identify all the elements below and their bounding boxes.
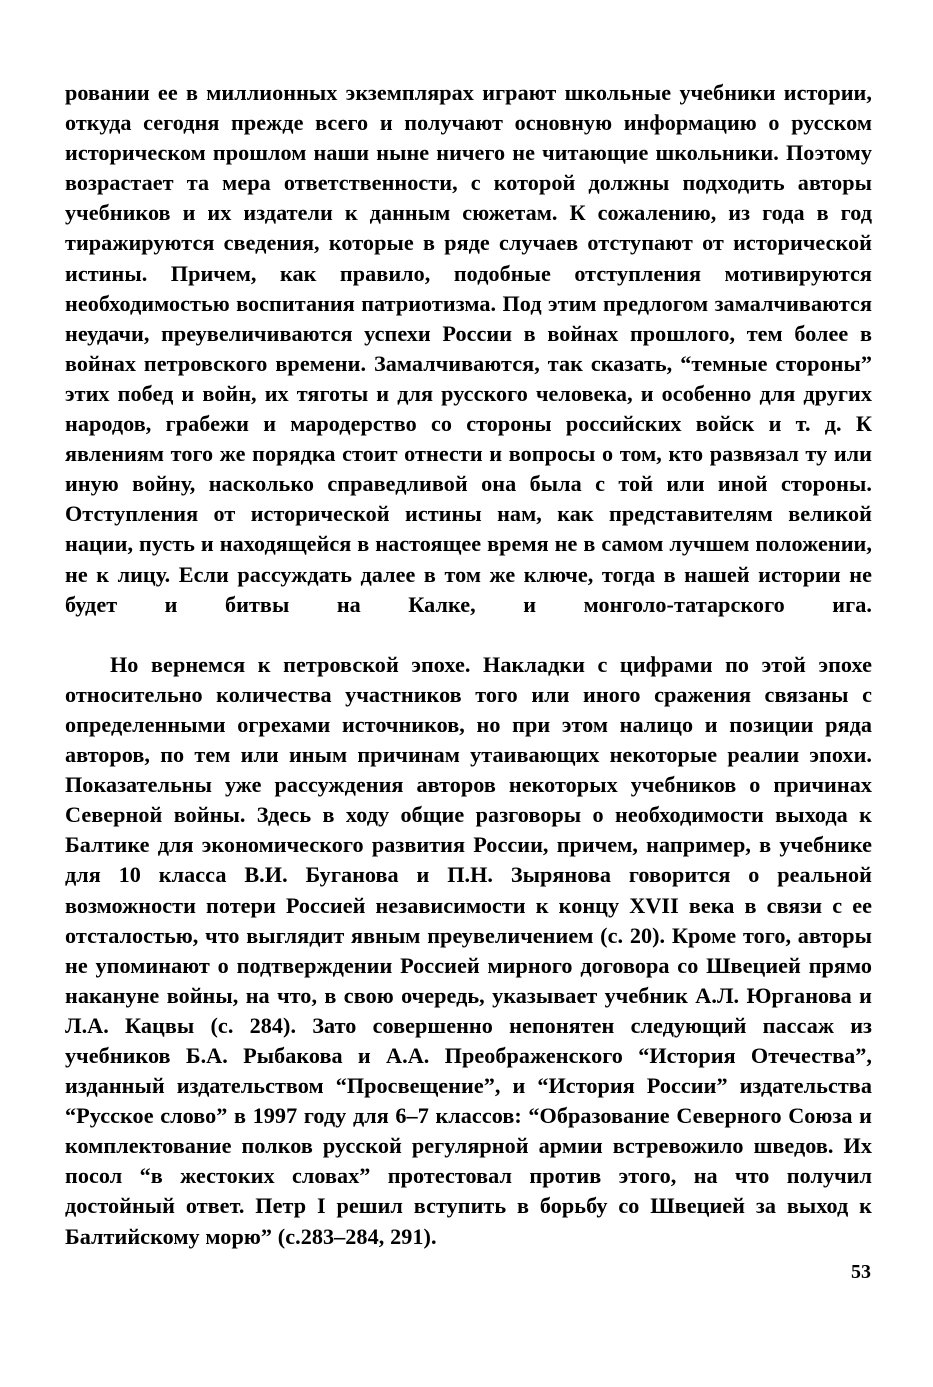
page-number: 53 [851,1261,871,1283]
body-paragraph-2: Но вернемся к петровской эпохе. Накладки с цифрами по этой эпохе относительно количества участников того или иного сражения связаны с определенными огрехами источников, но при этом налицо и позиции ряда авторов, по тем или иным причинам утаивающих некоторые реалии эпохи. Показательны уже рассуждения авторов некоторых учебников о причинах Северной войны. Здесь в ходу общие разговоры о необходимости выхода к Балтике для экономического развития России, причем, например, в учебнике для 10 класса В.И. Буганова и П.Н. Зырянова говорится о реальной возможности потери Россией независимости к концу XVII века в связи с ее отсталостью, что выглядит явным преувеличением (с. 20). Кроме того, авторы не упоминают о подтверждении Россией мирного договора со Швецией прямо накануне войны, на что, в свою очередь, указывает учебник А.Л. Юрганова и Л.А. Кацвы (с. 284). Зато совершенно непонятен следующий пассаж из учебников Б.А. Рыбакова и А.А. Преображенского “История Отечества”, изданный издательством “Просвещение”, и “История России” издательства “Русское слово” в 1997 году для 6–7 классов: “Образование Северного Союза и комплектование полков русской регулярной армии встревожило шведов. Их посол “в жестоких словах” протестовал против этого, на что получил достойный ответ. Петр I решил вступить в борьбу со Швецией за выход к Балтийскому морю” (с.283–284, 291). [65,651,872,1249]
body-paragraph-1: ровании ее в миллионных экземплярах играют школьные учебники истории, откуда сегодня прежде всего и получают основную информацию о русском историческом прошлом наши ныне ничего не читающие школьники. Поэтому возрастает та мера ответственности, с которой должны подходить авторы учебников и их издатели к данным сюжетам. К сожалению, из года в год тиражируются сведения, которые в ряде случаев отступают от исторической истины. Причем, как правило, подобные отступления мотивируются необходимостью воспитания патриотизма. Под этим предлогом замалчиваются неудачи, преувеличиваются успехи России в войнах прошлого, тем более в войнах петровского времени. Замалчиваются, так сказать, “темные стороны” этих побед и войн, их тяготы и для русского человека, и особенно для других народов, грабежи и мародерство со стороны российских войск и т. д. К явлениям того же порядка стоит отнести и вопросы о том, кто развязал ту или иную войну, насколько справедливой она была с той или иной стороны. Отступления от исторической истины нам, как представителям великой нации, пусть и находящейся в настоящее время не в самом лучшем положении, не к лицу. Если рассуждать далее в том же ключе, тогда в нашей истории не будет и битвы на Калке, и монголо-татарского ига. [65,80,872,617]
page-body-text [65,78,872,1252]
